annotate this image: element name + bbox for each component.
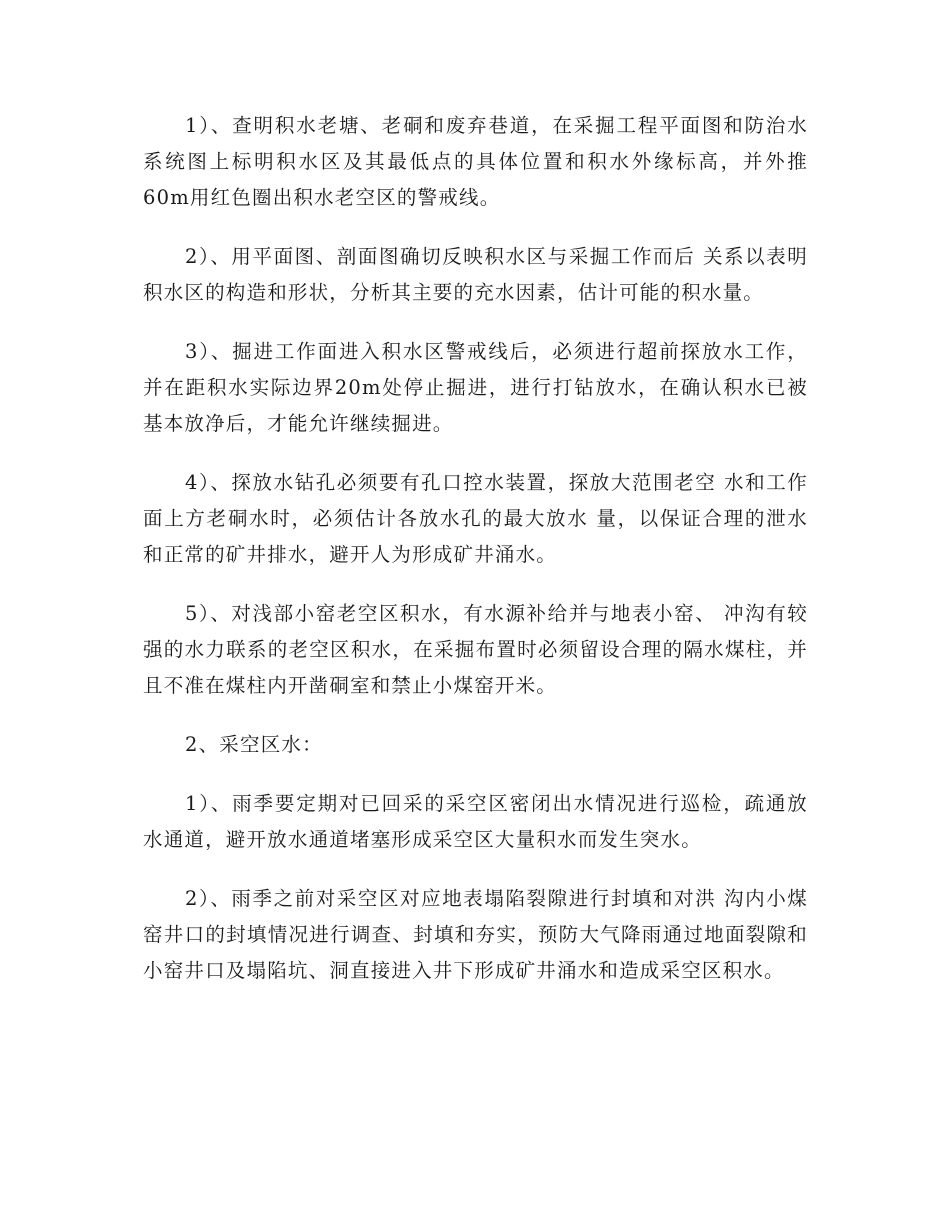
paragraph-3: 3）、掘进工作面进入积水区警戒线后，必须进行超前探放水工作，并在距积水实际边界20m处停止掘进，进行打钻放水，在确认积水已被基本放净后，才能允许继续掘进。: [143, 340, 808, 435]
document-body: [143, 108, 808, 1012]
paragraph-1: 1）、查明积水老塘、老硐和废弃巷道，在采掘工程平面图和防治水系统图上标明积水区及其最低点的具体位置和积水外缘标高，并外推60m用红色圈出积水老空区的警戒线。: [143, 114, 808, 209]
paragraph-4: 4）、探放水钻孔必须要有孔口控水装置，探放大范围老空 水和工作面上方老硐水时，必须估计各放水孔的最大放水 量，以保证合理的泄水和正常的矿井排水，避开人为形成矿井涌水。: [143, 471, 808, 566]
paragraph-6: 1）、雨季要定期对已回采的采空区密闭出水情况进行巡检，疏通放水通道，避开放水通道堵塞形成采空区大量积水而发生突水。: [143, 792, 808, 851]
paragraph-2: 2）、用平面图、剖面图确切反映积水区与采掘工作而后 关系以表明积水区的构造和形状，分析其主要的充水因素，估计可能的积水量。: [143, 245, 808, 304]
paragraph-5: 5）、对浅部小窑老空区积水，有水源补给并与地表小窑、 冲沟有较强的水力联系的老空区积水，在采掘布置时必须留设合理的隔水煤柱，并且不准在煤柱内开凿硐室和禁止小煤窑开米。: [143, 602, 808, 697]
section-heading-goaf-water: 2、采空区水：: [185, 733, 323, 756]
paragraph-7: 2）、雨季之前对采空区对应地表塌陷裂隙进行封填和对洪 沟内小煤窑井口的封填情况进行调查、封填和夯实，预防大气降雨通过地面裂隙和小窑井口及塌陷坑、洞直接进入井下形成矿井涌水和造成采空区积水。: [143, 887, 808, 982]
